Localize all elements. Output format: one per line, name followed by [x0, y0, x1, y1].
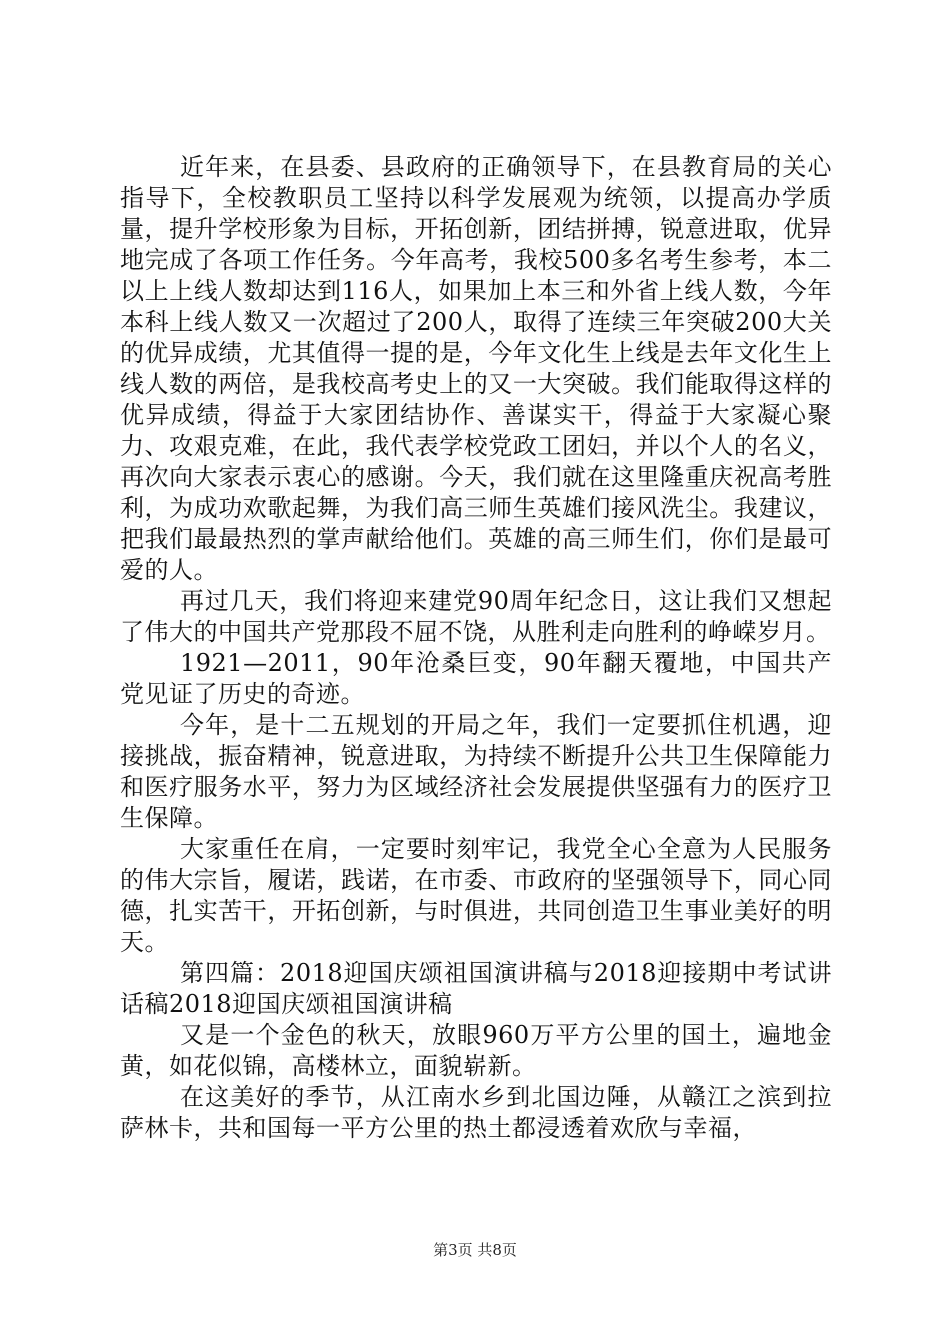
paragraph-7: 又是一个金色的秋天，放眼960万平方公里的国土，遍地金黄，如花似锦，高楼林立，面貌崭新。 [120, 1021, 832, 1080]
page-footer: 第3页 共8页 [433, 1241, 517, 1259]
document-body [120, 152, 832, 1144]
paragraph-8: 在这美好的季节，从江南水乡到北国边陲，从赣江之滨到拉萨林卡，共和国每一平方公里的热土都浸透着欢欣与幸福， [120, 1083, 832, 1142]
paragraph-2: 再过几天，我们将迎来建党90周年纪念日，这让我们又想起了伟大的中国共产党那段不屈不饶，从胜利走向胜利的峥嵘岁月。 [120, 587, 832, 646]
section-heading-paragraph: 第四篇：2018迎国庆颂祖国演讲稿与2018迎接期中考试讲话稿2018迎国庆颂祖国演讲稿 [120, 959, 832, 1018]
paragraph-3: 1921—2011，90年沧桑巨变，90年翻天覆地，中国共产党见证了历史的奇迹。 [120, 649, 832, 708]
paragraph-4: 今年，是十二五规划的开局之年，我们一定要抓住机遇，迎接挑战，振奋精神，锐意进取，为持续不断提升公共卫生保障能力和医疗服务水平，努力为区域经济社会发展提供坚强有力的医疗卫生保障。 [120, 711, 832, 832]
paragraph-1: 近年来，在县委、县政府的正确领导下，在县教育局的关心指导下，全校教职员工坚持以科学发展观为统领，以提高办学质量，提升学校形象为目标，开拓创新，团结拼搏，锐意进取，优异地完成了各项工作任务。今年高考，我校500多名考生参考，本二以上上线人数却达到116人，如果加上本三和外省上线人数，今年本科上线人数又一次超过了200人，取得了连续三年突破200大关的优异成绩，尤其值得一提的是，今年文化生上线是去年文化生上线人数的两倍，是我校高考史上的又一大突破。我们能取得这样的优异成绩，得益于大家团结协作、善谋实干，得益于大家凝心聚力、攻艰克难，在此，我代表学校党政工团妇，并以个人的名义，再次向大家表示衷心的感谢。今天，我们就在这里隆重庆祝高考胜利，为成功欢歌起舞，为我们高三师生英雄们接风洗尘。我建议，把我们最最热烈的掌声献给他们。英雄的高三师生们，你们是最可爱的人。 [120, 153, 832, 584]
paragraph-5: 大家重任在肩，一定要时刻牢记，我党全心全意为人民服务的伟大宗旨，履诺，践诺，在市委、市政府的坚强领导下，同心同德，扎实苦干，开拓创新，与时俱进，共同创造卫生事业美好的明天。 [120, 835, 832, 956]
